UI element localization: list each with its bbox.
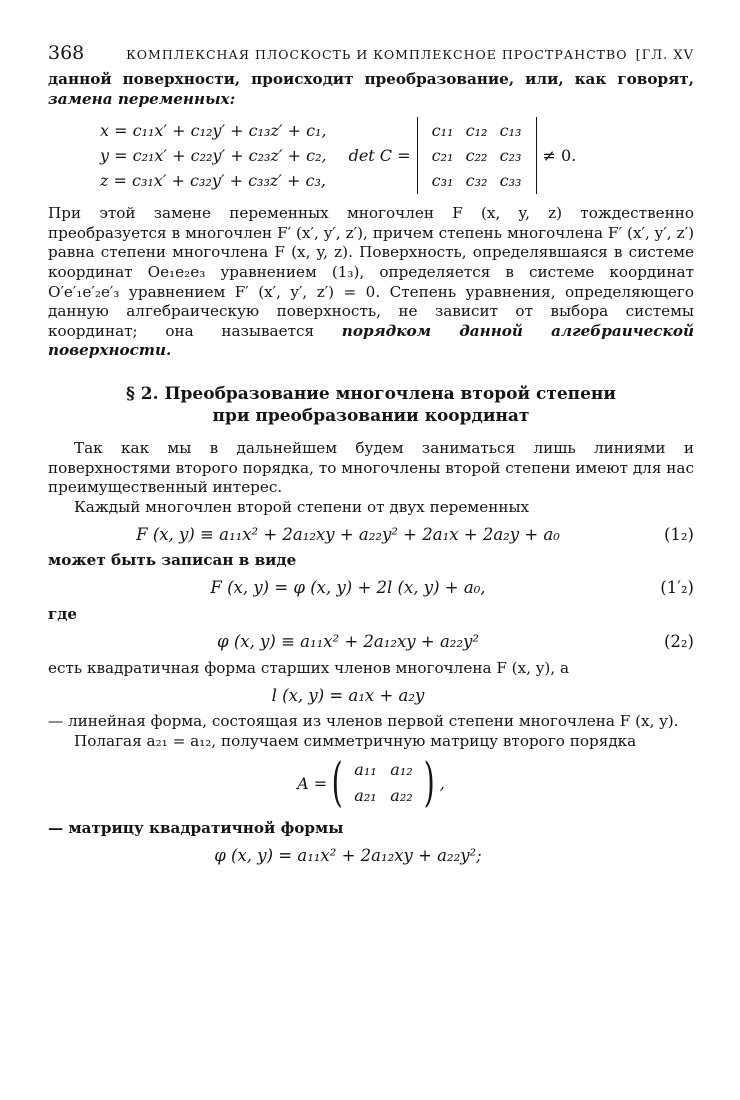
running-title: КОМПЛЕКСНАЯ ПЛОСКОСТЬ И КОМПЛЕКСНОЕ ПРОСТРАНСТВО [126,47,628,62]
equation-1-2 [48,517,694,551]
text-matrix-of: — матрицу квадратичной формы [48,819,344,838]
body-paragraph-3: Каждый многочлен второй степени от двух переменных [74,497,530,516]
det-matrix [417,117,537,194]
matrix-a-cell: a₁₁ [354,760,377,780]
equation-body: φ (x, y) = a₁₁x² + 2a₁₂xy + a₂₂y²; [214,846,482,866]
det-cell: c₃₃ [499,171,522,191]
substitution-eq-y: y = c₂₁x′ + c₂₂y′ + c₂₃z′ + c₂, [100,146,327,166]
intro-paragraph [48,70,694,109]
det-cell: c₁₂ [465,121,488,141]
matrix-a [48,753,694,814]
section-heading-line-1: § 2. Преобразование многочлена второй степени [126,383,616,404]
left-paren-icon: ( [331,753,343,814]
det-row [426,168,528,193]
matrix-a-label: A = [297,773,328,793]
det-cell: c₂₁ [431,146,454,166]
text-written: может быть записан в виде [48,551,297,570]
matrix-a-cell: a₂₁ [354,786,377,806]
det-cell: c₁₃ [499,121,522,141]
equation-number: (1′₂) [660,578,694,598]
det-cell: c₃₂ [465,171,488,191]
equation-body: F (x, y) = φ (x, y) + 2l (x, y) + a₀, [210,578,486,598]
section-heading [48,383,694,427]
right-paren-icon: ) [424,753,436,814]
running-head [48,42,694,70]
text-setting: Полагая a₂₁ = a₁₂, получаем симметричную матрицу второго порядка [74,731,637,750]
chapter-label: [ГЛ. XV [635,48,694,63]
equation-body: l (x, y) = a₁x + a₂y [271,685,425,705]
equation-body: F (x, y) ≡ a₁₁x² + 2a₁₂xy + a₂₂y² + 2a₁x + 2a₂y + a₀ [136,524,560,544]
det-label: det C = [348,146,411,166]
matrix-a-cell: a₂₂ [390,786,413,806]
section-heading-line-2: при преобразовании координат [212,405,530,426]
body-paragraph-1 [48,204,694,361]
det-cell: c₂₃ [499,146,522,166]
det-cell: c₂₂ [465,146,488,166]
page-number: 368 [48,42,85,64]
matrix-a-row [347,783,419,809]
det-cell: c₁₁ [431,121,454,141]
equation-number: (1₂) [664,524,694,544]
para1-text: При этой замене переменных многочлен F (x, y, z) тождественно преобразуется в многочлен F′ (x′, y′, z′), причем степень многочлена F′ (x′, y′, z′) равна степени многочлена F (x, y, z). Поверхность, определявшаяся в системе координат Oe₁e₂e₃ уравнением (1₃), определяется в системе координат O′e′₁e′₂e′₃ уравнением F′ (x′, y′, z′) = 0. Степень уравнения, определяющего данную алгебраическую поверхность, не зависит от выбора системы координат; она называется [48,204,694,340]
det-tail: ≠ 0. [542,146,577,166]
matrix-a-cells [347,757,419,809]
page [48,42,694,873]
substitution-block [100,117,694,194]
det-cell: c₃₁ [431,171,454,191]
equation-2-2 [48,625,694,659]
equation-number: (2₂) [664,632,694,651]
det-row [426,118,528,143]
det-row [426,143,528,168]
equation-final [48,839,694,873]
text-quadratic-form: есть квадратичная форма старших членов многочлена F (x, y), а [48,658,570,677]
text-where: где [48,604,78,623]
equation-linear-form [48,678,694,712]
matrix-a-row [347,757,419,783]
determinant [349,117,577,194]
substitution-eq-z: z = c₃₁x′ + c₃₂y′ + c₃₃z′ + c₃, [100,171,326,191]
substitution-eq-x: x = c₁₁x′ + c₁₂y′ + c₁₃z′ + c₁, [100,121,327,141]
substitution-system [100,118,327,193]
equation-1-2-prime [48,571,694,605]
matrix-a-cell: a₁₂ [390,760,413,780]
matrix-a-tail: , [439,773,445,793]
text-linear-form: — линейная форма, состоящая из членов первой степени многочлена F (x, y). [48,712,679,731]
intro-term: замена переменных: [48,89,236,108]
para1-term: порядком данной алгебраической поверхности. [48,321,694,360]
body-paragraph-2: Так как мы в дальнейшем будем заниматься лишь линиями и поверхностями второго порядка, то многочлены второй степени имеют для нас преимущественный интерес. [48,438,694,497]
equation-body: φ (x, y) ≡ a₁₁x² + 2a₁₂xy + a₂₂y² [217,632,479,651]
intro-text: данной поверхности, происходит преобразование, или, как говорят, [48,70,694,88]
